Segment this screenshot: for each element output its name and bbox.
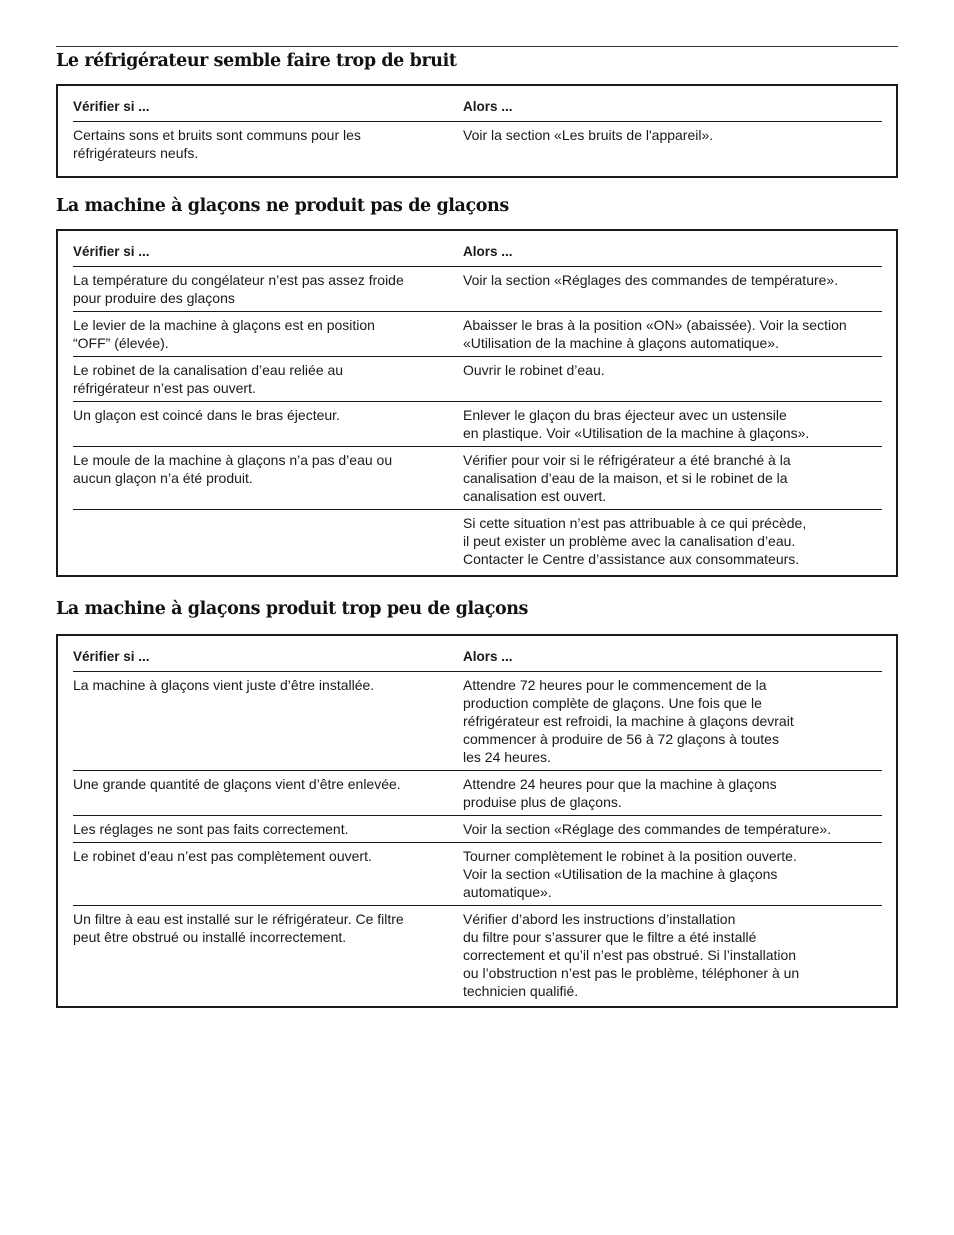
section-title: La machine à glaçons ne produit pas de glaçons — [56, 196, 509, 216]
table-row — [73, 357, 882, 402]
check-cell: Les réglages ne sont pas faits correctement. — [73, 821, 349, 837]
column-header-check: Vérifier si ... — [73, 244, 150, 259]
table-row — [73, 510, 882, 572]
table-row — [73, 447, 882, 510]
then-cell: Voir la section «Réglages des commandes de température». — [463, 272, 839, 288]
then-cell: Voir la section «Les bruits de l'appareil». — [463, 127, 714, 143]
check-cell: Le robinet de la canalisation d’eau reliée au réfrigérateur n’est pas ouvert. — [73, 362, 344, 396]
check-cell: Un filtre à eau est installé sur le réfrigérateur. Ce filtre peut être obstrué ou installé incorrectement. — [73, 911, 404, 945]
check-cell: Certains sons et bruits sont communs pour les réfrigérateurs neufs. — [73, 127, 361, 161]
table-header-row — [73, 86, 882, 122]
table-header-row — [73, 636, 882, 672]
column-header-then: Alors ... — [463, 99, 513, 114]
check-cell: Le robinet d’eau n’est pas complètement ouvert. — [73, 848, 372, 864]
top-rule — [56, 46, 898, 47]
column-header-then: Alors ... — [463, 244, 513, 259]
section-no-ice — [56, 195, 898, 567]
table-row — [73, 312, 882, 357]
table-row — [73, 122, 882, 166]
then-cell: Si cette situation n’est pas attribuable à ce qui précède, il peut exister un problème avec la canalisation d’eau. Contacter le Centre d’assistance aux consommateurs. — [463, 515, 807, 567]
troubleshooting-table — [56, 229, 898, 577]
check-cell — [73, 514, 463, 568]
section-title: La machine à glaçons produit trop peu de glaçons — [56, 599, 529, 619]
check-cell: La température du congélateur n’est pas assez froide pour produire des glaçons — [73, 272, 404, 306]
check-cell: Un glaçon est coincé dans le bras éjecteur. — [73, 407, 340, 423]
then-cell: Vérifier pour voir si le réfrigérateur a été branché à la canalisation d’eau de la maison, et si le robinet de la canalisation est ouvert. — [463, 452, 791, 504]
table-row — [73, 402, 882, 447]
table-row — [73, 843, 882, 906]
then-cell: Vérifier d’abord les instructions d’installation du filtre pour s’assurer que le filtre a été installé correctement et qu’il n’est pas obstrué. Si l’installation ou l’obstruction n’est pas le problème, téléphoner à un technicien qualifié. — [463, 911, 800, 999]
then-cell: Abaisser le bras à la position «ON» (abaissée). Voir la section «Utilisation de la machine à glaçons automatique». — [463, 317, 847, 351]
then-cell: Voir la section «Réglage des commandes de température». — [463, 821, 832, 837]
column-header-check: Vérifier si ... — [73, 649, 150, 664]
check-cell: Le levier de la machine à glaçons est en position “OFF” (élevée). — [73, 317, 375, 351]
then-cell: Enlever le glaçon du bras éjecteur avec un ustensile en plastique. Voir «Utilisation de la machine à glaçons». — [463, 407, 810, 441]
column-header-then: Alors ... — [463, 649, 513, 664]
then-cell: Attendre 72 heures pour le commencement de la production complète de glaçons. Une fois que le réfrigérateur est refroidi, la machine à glaçons devrait commencer à produire de 56 à 72 glaçons à toutes les 24 heures. — [463, 677, 794, 765]
check-cell: La machine à glaçons vient juste d’être installée. — [73, 677, 375, 693]
table-row — [73, 816, 882, 843]
table-row — [73, 771, 882, 816]
check-cell: Une grande quantité de glaçons vient d’être enlevée. — [73, 776, 401, 792]
troubleshooting-table — [56, 84, 898, 178]
then-cell: Attendre 24 heures pour que la machine à glaçons produise plus de glaçons. — [463, 776, 777, 810]
check-cell: Le moule de la machine à glaçons n’a pas d’eau ou aucun glaçon n’a été produit. — [73, 452, 393, 486]
section-noise — [56, 50, 898, 161]
section-little-ice — [56, 598, 898, 999]
section-title: Le réfrigérateur semble faire trop de bruit — [56, 51, 457, 71]
then-cell: Tourner complètement le robinet à la position ouverte. Voir la section «Utilisation de la machine à glaçons automatique». — [463, 848, 797, 900]
table-row — [73, 672, 882, 771]
troubleshooting-table — [56, 634, 898, 1008]
table-header-row — [73, 231, 882, 267]
then-cell: Ouvrir le robinet d’eau. — [463, 362, 605, 378]
table-row — [73, 267, 882, 312]
table-row — [73, 906, 882, 1004]
column-header-check: Vérifier si ... — [73, 99, 150, 114]
